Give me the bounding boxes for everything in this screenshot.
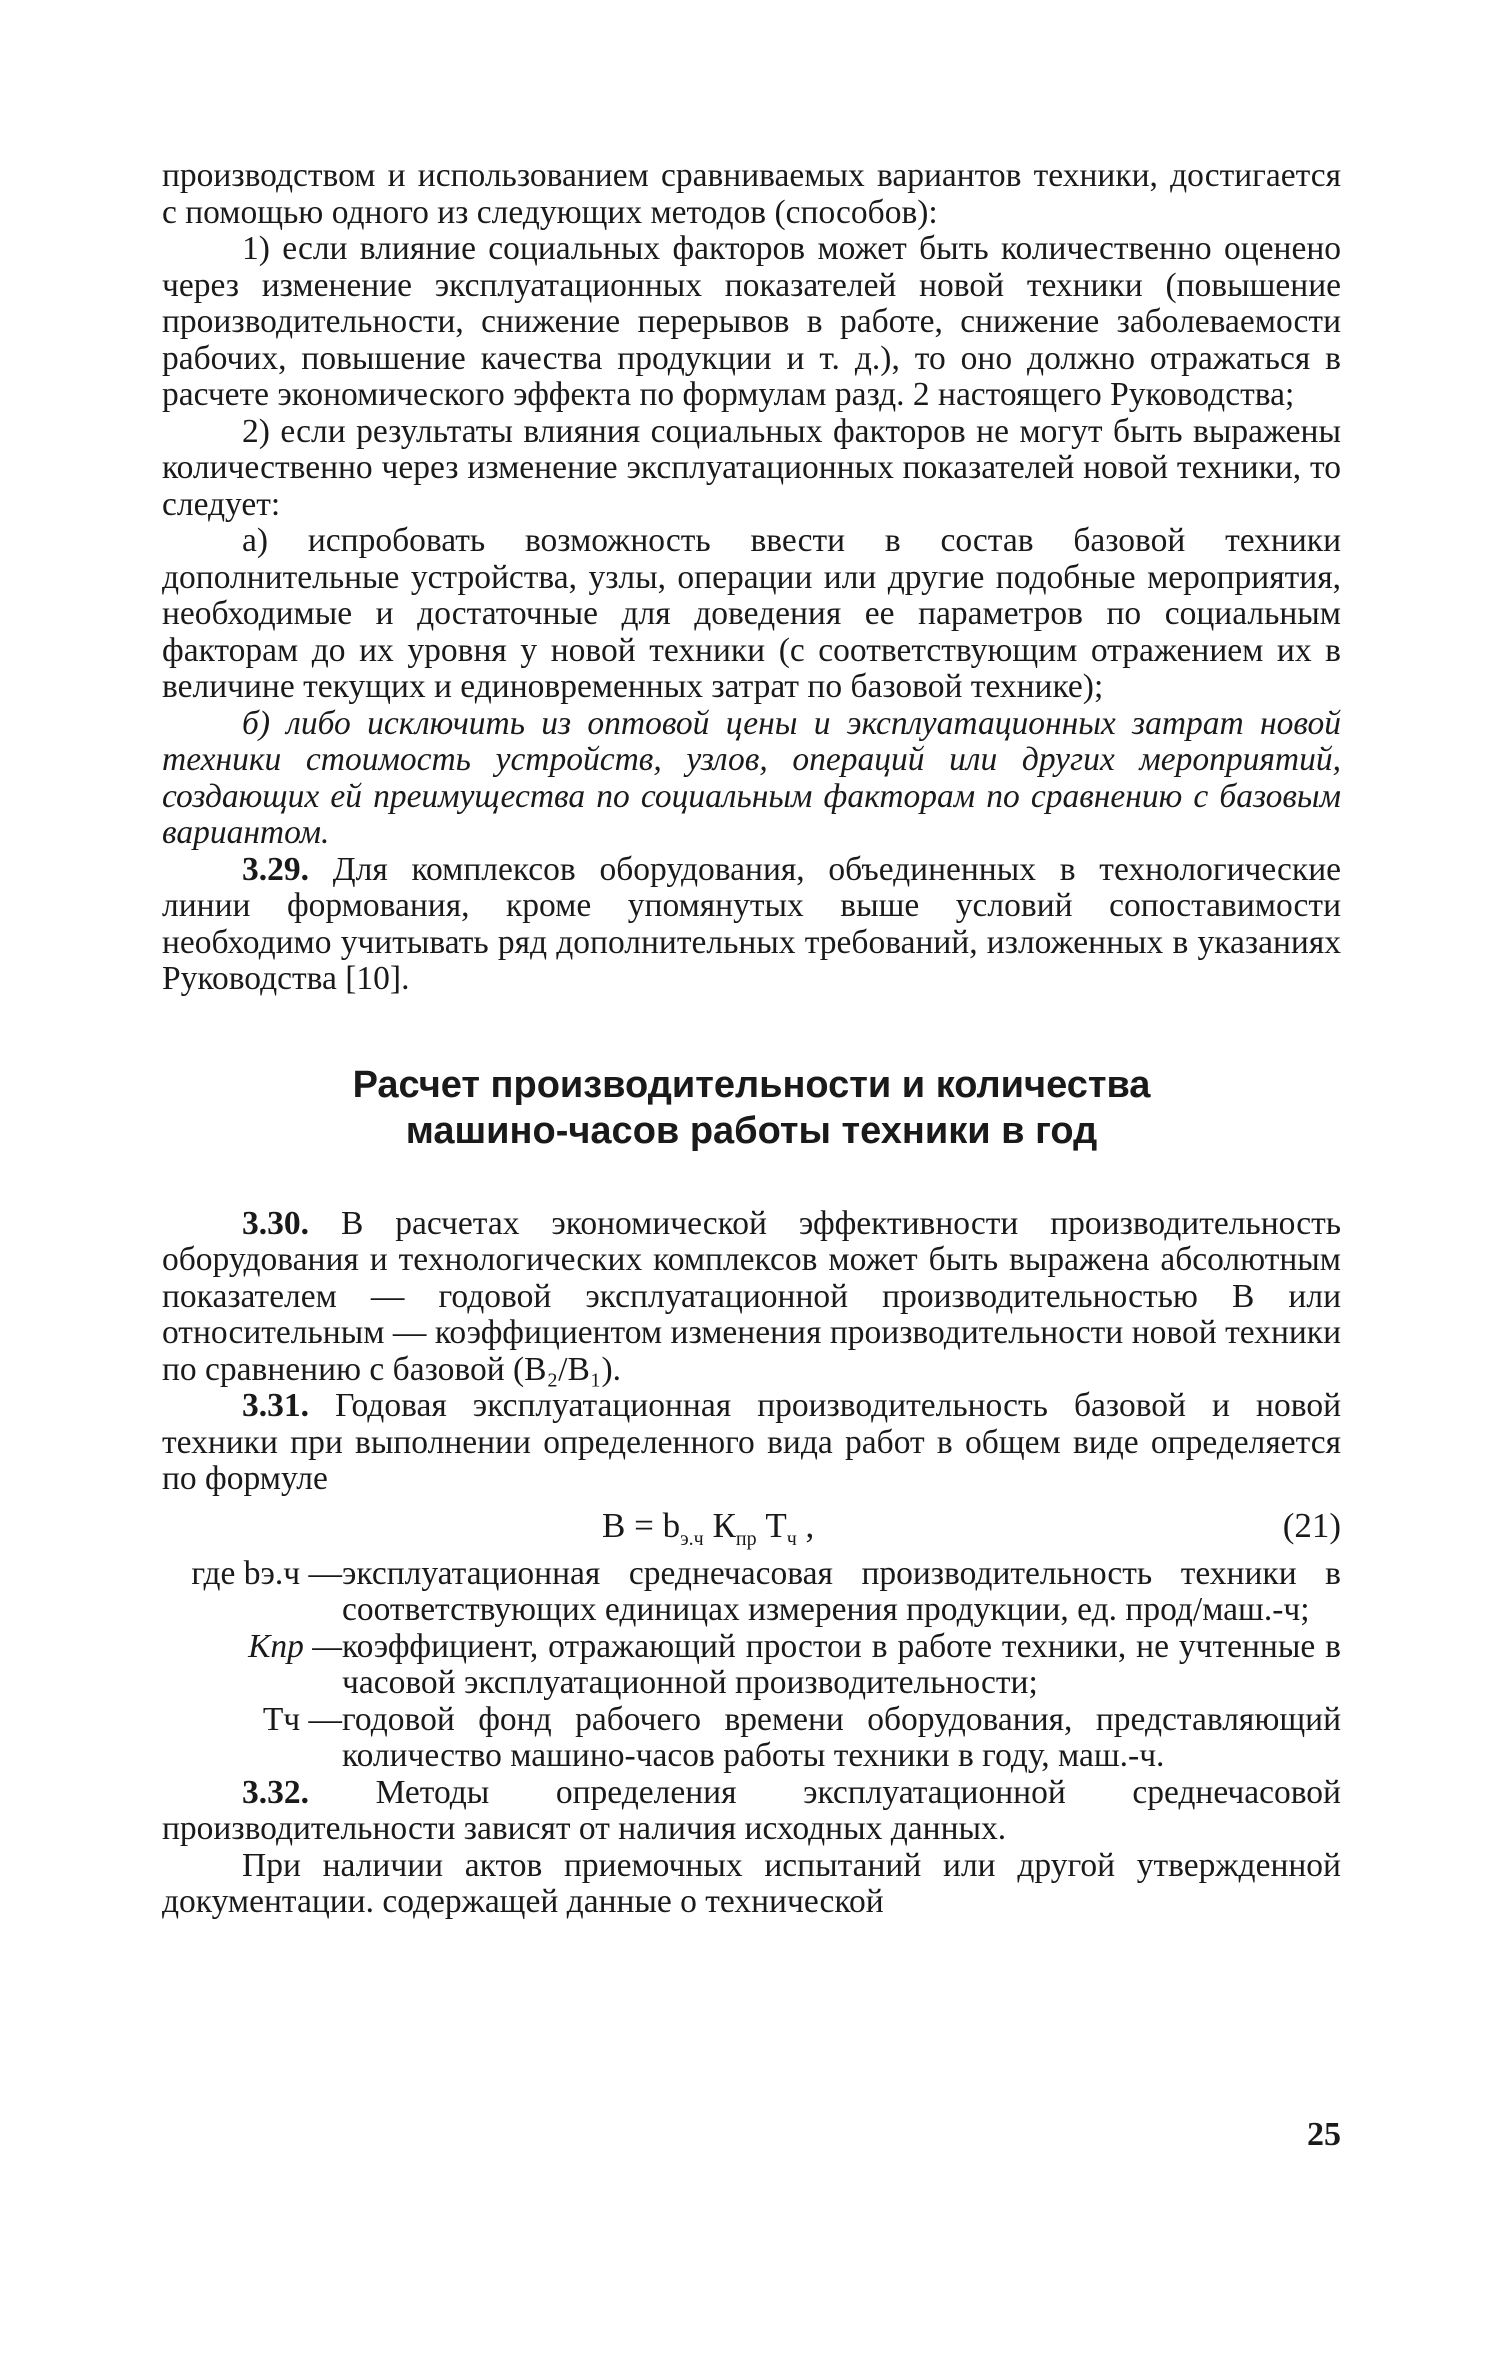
heading-line-1: Расчет производительности и количества <box>352 1063 1151 1106</box>
section-heading <box>162 1062 1341 1154</box>
paragraph-last: При наличии актов приемочных испытаний или другой утвержденной документации. содержащей данные о технической <box>162 1846 1341 1920</box>
paragraph-method-2b: б) либо исключить из оптовой цены и эксплуатационных затрат новой техники стоимость устройств, узлов, операций или других мероприятий, создающих ей преимущества по социальным факторам по сравнению с базовым вариантом. <box>162 704 1341 851</box>
definition-item <box>162 1629 1341 1702</box>
definition-symbol: Тч — <box>262 1700 342 1738</box>
definition-text: коэффициент, отражающий простои в работе техники, не учтенные в часовой эксплуатационной производительности; <box>342 1627 1341 1701</box>
definition-item <box>162 1702 1341 1775</box>
paragraph-3-31 <box>162 1388 1341 1498</box>
paragraph-3-29 <box>162 852 1341 998</box>
paragraph-text: В расчетах экономической эффективности производительность оборудования и технологических комплексов может быть выражена абсолютным показателем — годовой эксплуатационной производительностью В или относительным — коэффициентом изменения производительности новой техники по сравнению с базовой (В₂/В₁). <box>162 1204 1341 1388</box>
paragraph-text: Для комплексов оборудования, объединенных в технологические линии формования, кроме упомянутых выше условий сопоставимости необходимо учитывать ряд дополнительных требований, изложенных в указаниях Руководства [10]. <box>162 850 1341 997</box>
definition-item <box>162 1556 1341 1629</box>
paragraph-3-30 <box>162 1206 1341 1389</box>
paragraph-text: Годовая эксплуатационная производительность базовой и новой техники при выполнении определенного вида работ в общем виде определяется по формуле <box>162 1387 1341 1497</box>
paragraph-intro: производством и использованием сравниваемых вариантов техники, достигается с помощью одного из следующих методов (способов): <box>162 157 1341 231</box>
page-number: 25 <box>1307 2116 1341 2153</box>
paragraph-method-1: 1) если влияние социальных факторов может быть количественно оценено через изменение эксплуатационных показателей новой техники (повышение производительности, снижение перерывов в работе, снижение заболеваемости рабочих, повышение качества продукции и т. д.), то оно должно отражаться в расчете экономического эффекта по формулам разд. 2 настоящего Руководства; <box>162 230 1341 413</box>
paragraph-method-2a: а) испробовать возможность ввести в состав базовой техники дополнительные устройства, узлы, операции или другие подобные мероприятия, необходимые и достаточные для доведения ее параметров по социальным факторам до их уровня у новой техники (с соответствующим отражением их в величине текущих и единовременных затрат по базовой технике); <box>162 522 1341 705</box>
paragraph-3-32 <box>162 1775 1341 1848</box>
definition-symbol: Кпр — <box>248 1627 342 1665</box>
paragraph-text: Методы определения эксплуатационной среднечасовой производительности зависят от наличия исходных данных. <box>162 1773 1341 1847</box>
formula-definitions <box>162 1556 1341 1775</box>
heading-line-2: машино-часов работы техники в год <box>405 1109 1098 1152</box>
clause-number: 3.32. <box>242 1773 309 1811</box>
formula-number: (21) <box>1282 1505 1341 1545</box>
formula-21 <box>162 1502 1341 1550</box>
definition-symbol: где bэ.ч — <box>191 1554 342 1592</box>
definition-text: эксплуатационная среднечасовая производительность техники в соответствующих единицах измерения продукции, ед. прод/маш.-ч; <box>342 1554 1341 1628</box>
clause-number: 3.29. <box>242 850 309 888</box>
formula-expression: $В = b_{э.ч}$ $К_{пр}$ $Т_ч$ , <box>602 1505 815 1550</box>
clause-number: 3.30. <box>242 1204 309 1242</box>
paragraph-method-2: 2) если результаты влияния социальных факторов не могут быть выражены количественно через изменение эксплуатационных показателей новой техники, то следует: <box>162 412 1341 523</box>
clause-number: 3.31. <box>242 1387 309 1424</box>
definition-text: годовой фонд рабочего времени оборудования, представляющий количество машино-часов работы техники в году, маш.-ч. <box>342 1700 1341 1774</box>
